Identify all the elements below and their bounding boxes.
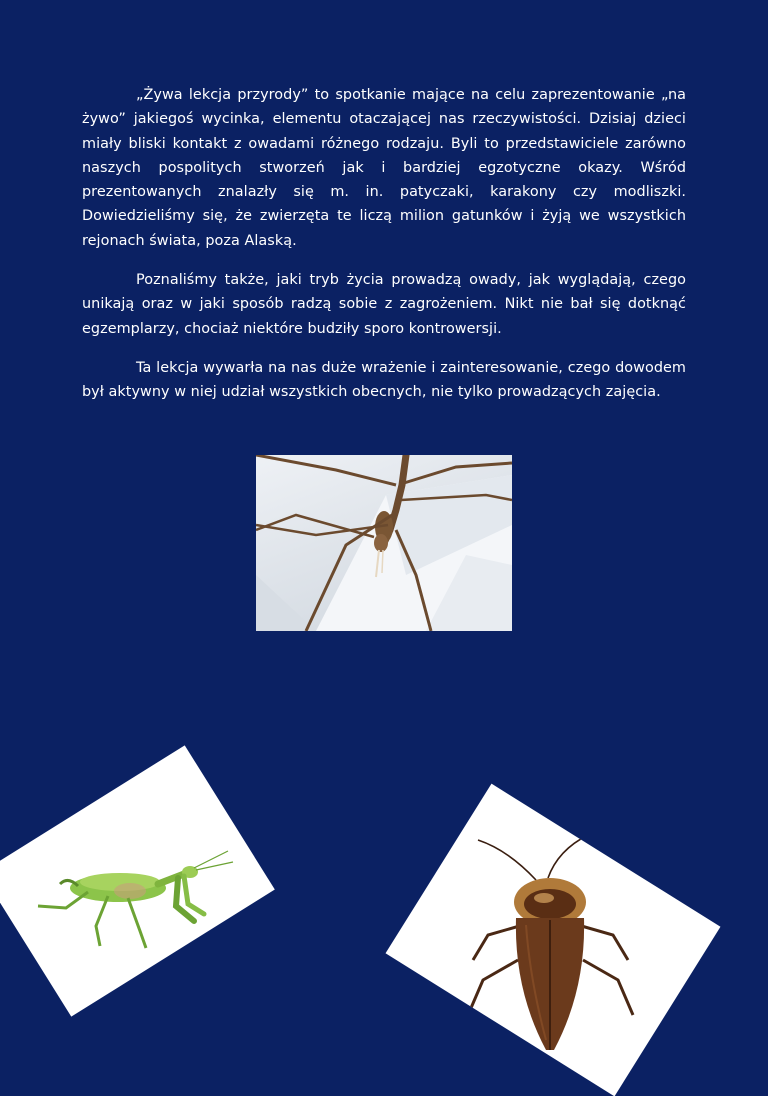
praying-mantis-photo xyxy=(0,745,275,1016)
paragraph-3: Ta lekcja wywarła na nas duże wrażenie i zainteresowanie, czego dowodem był aktywny w niej udział wszystkich obecnych, nie tylko prowadzących zajęcia. xyxy=(82,359,686,401)
article-text xyxy=(82,83,686,420)
cockroach-photo xyxy=(386,784,721,1096)
paragraph-1: „Żywa lekcja przyrody” to spotkanie mające na celu zaprezentowanie „na żywo” jakiegoś wycinka, elementu otaczającej nas rzeczywistości. Dzisiaj dzieci miały bliski kontakt z owadami różnego rodzaju. Byli to przedstawiciele zarówno naszych pospolitych stworzeń jak i bardziej egzotyczne okazy. Wśród prezentowanych znalazły się m. in. patyczaki, karakony czy modliszki. Dowiedzieliśmy się, że zwierzęta te liczą milion gatunków i żyją we wszystkich rejonach świata, poza Alaską. xyxy=(82,87,686,249)
stick-insect-photo xyxy=(256,455,512,631)
paragraph-2: Poznaliśmy także, jaki tryb życia prowadzą owady, jak wyglądają, czego unikają oraz w jaki sposób radzą sobie z zagrożeniem. Nikt nie bał się dotknąć egzemplarzy, chociaż niektóre budziły sporo kontrowersji. xyxy=(82,272,686,337)
